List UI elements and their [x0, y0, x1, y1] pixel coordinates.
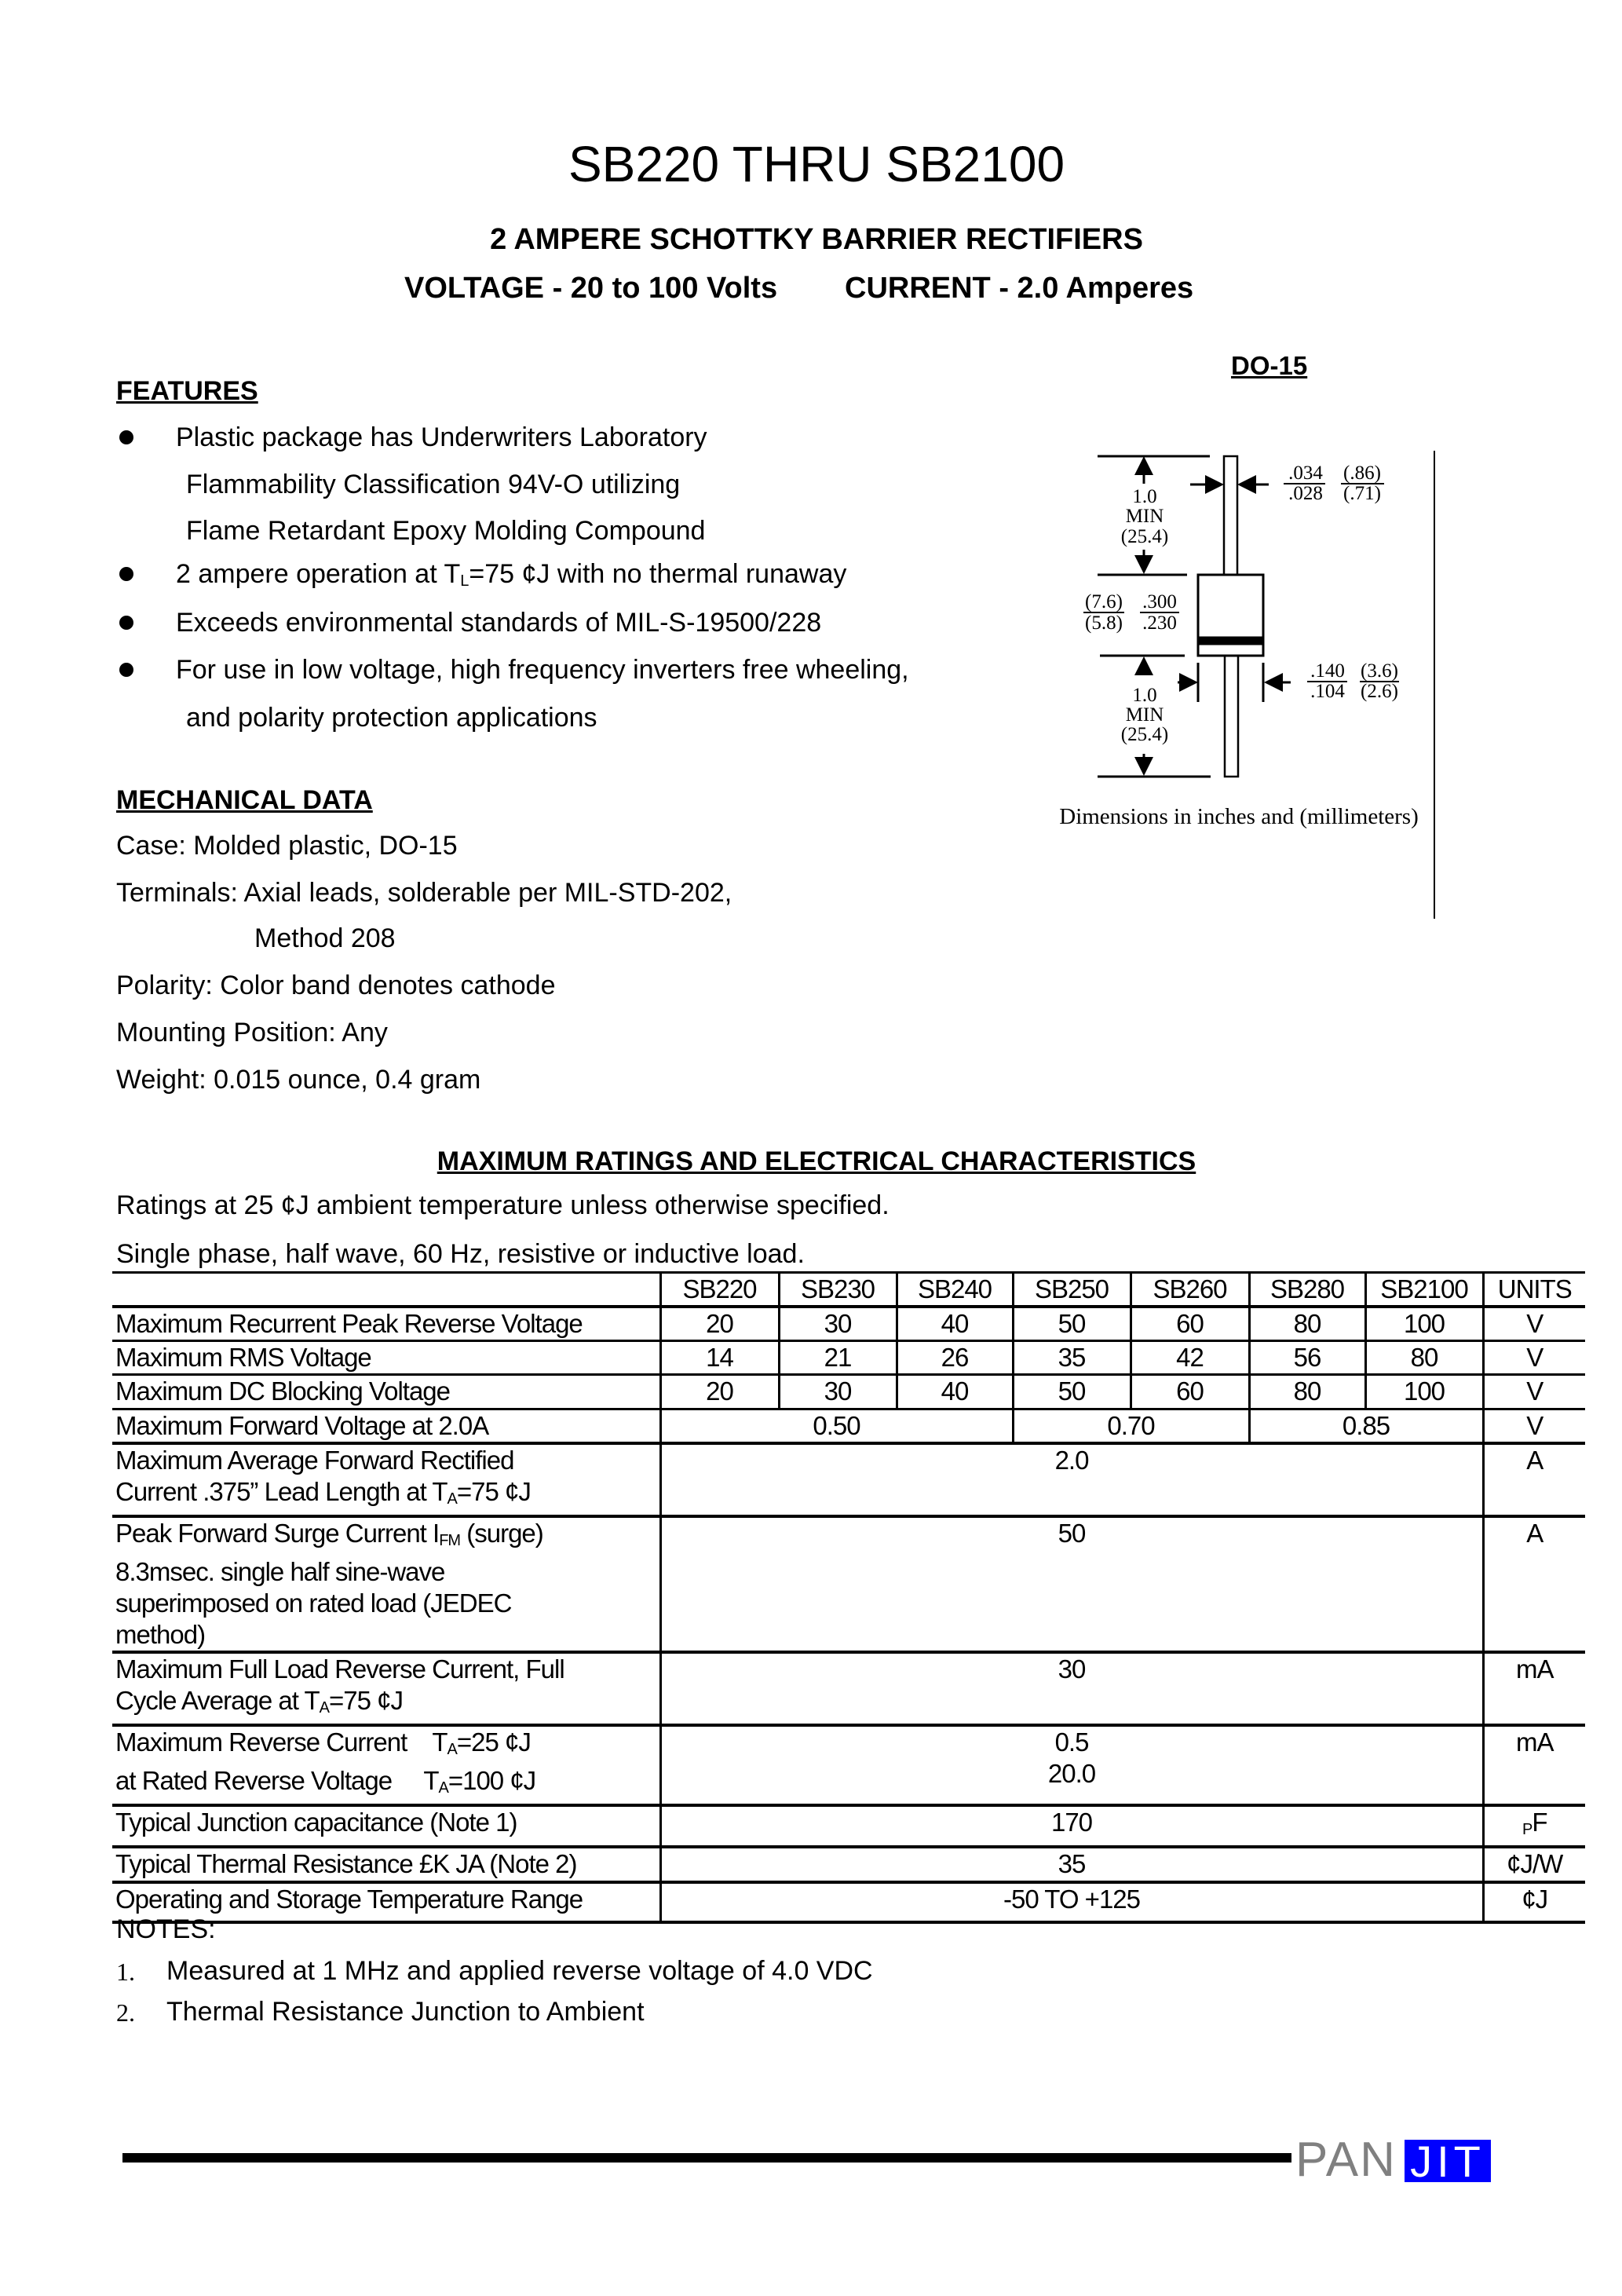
lead-top: [1224, 456, 1237, 575]
diagram-caption: Dimensions in inches and (millimeters): [1059, 804, 1419, 829]
table-row: [112, 1652, 1585, 1725]
dim-text: (2.6): [1361, 681, 1398, 702]
table-row: [112, 1725, 1585, 1805]
cell: 40: [897, 1307, 1013, 1341]
cell: 60: [1131, 1307, 1249, 1341]
package-label: DO-15: [1231, 351, 1308, 380]
col-header: SB250: [1013, 1273, 1131, 1307]
dim-text: (7.6): [1085, 591, 1123, 612]
note-number: 1.: [116, 1958, 135, 1986]
col-header: SB280: [1249, 1273, 1365, 1307]
cell: 0.50: [660, 1409, 1013, 1444]
cell: 50: [1013, 1307, 1131, 1341]
ratings-table: [112, 1271, 1585, 1924]
cell-unit: A: [1483, 1443, 1585, 1516]
table-row: [112, 1882, 1585, 1922]
cell: 42: [1131, 1341, 1249, 1375]
cell-unit: V: [1483, 1375, 1585, 1409]
cell: 80: [1365, 1341, 1483, 1375]
cell-unit: $_P$F: [1483, 1805, 1585, 1847]
cell: 40: [897, 1375, 1013, 1409]
page-title: SB220 THRU SB2100: [568, 136, 1065, 192]
cell: -50 TO +125: [660, 1882, 1483, 1922]
subtitle: 2 AMPERE SCHOTTKY BARRIER RECTIFIERS: [490, 223, 1143, 256]
cell-unit: V: [1483, 1307, 1585, 1341]
feature-item: Exceeds environmental standards of MIL-S-19500/228: [176, 608, 822, 638]
cell: 0.5 20.0: [660, 1725, 1483, 1805]
mechanical-item: Mounting Position: Any: [116, 1018, 388, 1047]
cell-unit: mA: [1483, 1652, 1585, 1725]
bullet-icon: [119, 616, 133, 630]
cell: 100: [1365, 1307, 1483, 1341]
dim-text: (25.4): [1120, 724, 1169, 745]
dim-text: .034: [1288, 462, 1323, 484]
note-number: 2.: [116, 1998, 135, 2027]
table-row: [112, 1341, 1585, 1375]
table-row: [112, 1516, 1585, 1652]
dim-text: 1.0: [1132, 685, 1157, 706]
dim-text: .300: [1142, 591, 1177, 612]
cell: 21: [779, 1341, 897, 1375]
do15-package-diagram: [1044, 440, 1484, 974]
cell: 30: [660, 1652, 1483, 1725]
cell: 2.0: [660, 1443, 1483, 1516]
row-label: Maximum Full Load Reverse Current, Full Cycle Average at $T_A=75$ ¢J: [115, 1654, 564, 1717]
feature-item: 2 ampere operation at $T_L=75$ ¢J with no thermal runaway: [176, 559, 847, 590]
feature-item: Plastic package has Underwriters Laboratory: [176, 422, 707, 452]
dim-text: (.86): [1343, 462, 1381, 484]
mechanical-item: Terminals: Axial leads, solderable per MIL-STD-202,: [116, 878, 732, 908]
col-header: SB230: [779, 1273, 897, 1307]
cell: 0.70: [1013, 1409, 1249, 1444]
current-rating: CURRENT - 2.0 Amperes: [845, 272, 1194, 305]
feature-item: Flame Retardant Epoxy Molding Compound: [186, 516, 706, 546]
mechanical-item: Polarity: Color band denotes cathode: [116, 971, 556, 1000]
col-header: SB240: [897, 1273, 1013, 1307]
notes-heading: NOTES:: [116, 1914, 216, 1944]
ratings-heading: MAXIMUM RATINGS AND ELECTRICAL CHARACTERISTICS: [437, 1146, 1196, 1176]
dim-text: .028: [1288, 483, 1323, 504]
feature-item: and polarity protection applications: [186, 703, 597, 733]
row-label: Peak Forward Surge Current $I_{FM}$ (surge) 8.3msec. single half sine-wave superimposed on rated load (JEDEC method): [115, 1519, 543, 1649]
feature-item: For use in low voltage, high frequency inverters free wheeling,: [176, 655, 909, 685]
row-label: Maximum Forward Voltage at 2.0A: [115, 1411, 489, 1440]
col-header: SB2100: [1365, 1273, 1483, 1307]
cell: 50: [1013, 1375, 1131, 1409]
cell: 80: [1249, 1375, 1365, 1409]
row-label: Maximum DC Blocking Voltage: [115, 1377, 451, 1406]
cell: 26: [897, 1341, 1013, 1375]
cell: 35: [1013, 1341, 1131, 1375]
cell: 14: [660, 1341, 779, 1375]
table-row: [112, 1375, 1585, 1409]
features-heading: FEATURES: [116, 376, 258, 406]
cell: 20: [660, 1307, 779, 1341]
panjit-logo: PAN: [1295, 2133, 1397, 2187]
row-label: Maximum Recurrent Peak Reverse Voltage: [115, 1309, 583, 1338]
cathode-band: [1198, 638, 1263, 644]
table-row: [112, 1409, 1585, 1444]
feature-item: Flammability Classification 94V-O utilizing: [186, 470, 681, 499]
dim-text: MIN: [1125, 704, 1164, 726]
cell: 56: [1249, 1341, 1365, 1375]
row-label: Maximum Average Forward Rectified Current .375” Lead Length at $T_A=75$ ¢J: [115, 1446, 531, 1508]
cell-unit: V: [1483, 1341, 1585, 1375]
cell: 170: [660, 1805, 1483, 1847]
cell: 80: [1249, 1307, 1365, 1341]
row-label: Operating and Storage Temperature Range: [115, 1885, 583, 1914]
cell-unit: ¢J: [1483, 1882, 1585, 1922]
cell-unit: mA: [1483, 1725, 1585, 1805]
table-row: [112, 1443, 1585, 1516]
cell: 60: [1131, 1375, 1249, 1409]
row-label: Typical Thermal Resistance £K JA (Note 2): [115, 1849, 577, 1878]
cell: 0.85: [1249, 1409, 1483, 1444]
footer-rule: [122, 2153, 1291, 2163]
dim-text: (3.6): [1361, 660, 1398, 682]
mechanical-item: Case: Molded plastic, DO-15: [116, 831, 458, 861]
col-header: SB220: [660, 1273, 779, 1307]
dim-text: .104: [1310, 681, 1345, 702]
panjit-logo-box: JIT: [1405, 2140, 1491, 2182]
bullet-icon: [119, 430, 133, 444]
note-text: Measured at 1 MHz and applied reverse voltage of 4.0 VDC: [166, 1956, 873, 1986]
cell-unit: ¢J/W: [1483, 1847, 1585, 1882]
cell: 100: [1365, 1375, 1483, 1409]
dim-text: .230: [1142, 612, 1177, 634]
dim-text: 1.0: [1132, 486, 1157, 507]
ratings-note: Ratings at 25 ¢J ambient temperature unless otherwise specified.: [116, 1190, 890, 1220]
row-label: Typical Junction capacitance (Note 1): [115, 1808, 517, 1837]
cell: 35: [660, 1847, 1483, 1882]
mechanical-item: Method 208: [254, 923, 396, 953]
ratings-note: Single phase, half wave, 60 Hz, resistive or inductive load.: [116, 1239, 805, 1269]
lead-bottom: [1225, 656, 1238, 777]
dim-text: (25.4): [1120, 526, 1169, 547]
table-row: [112, 1847, 1585, 1882]
col-header: UNITS: [1483, 1273, 1585, 1307]
bullet-icon: [119, 567, 133, 581]
cell: 20: [660, 1375, 779, 1409]
dim-text: (5.8): [1085, 612, 1123, 634]
col-header: SB260: [1131, 1273, 1249, 1307]
cell-unit: A: [1483, 1516, 1585, 1652]
voltage-range: VOLTAGE - 20 to 100 Volts: [404, 272, 778, 305]
cell: 30: [779, 1307, 897, 1341]
cell-unit: V: [1483, 1409, 1585, 1444]
cell: 50: [660, 1516, 1483, 1652]
table-row: [112, 1805, 1585, 1847]
table-header-row: [112, 1273, 1585, 1307]
dim-text: .140: [1310, 660, 1345, 682]
mechanical-item: Weight: 0.015 ounce, 0.4 gram: [116, 1065, 481, 1095]
row-label: Maximum RMS Voltage: [115, 1343, 371, 1372]
table-row: [112, 1307, 1585, 1341]
mechanical-heading: MECHANICAL DATA: [116, 785, 373, 815]
dim-text: (.71): [1343, 483, 1381, 504]
note-text: Thermal Resistance Junction to Ambient: [166, 1997, 645, 2027]
row-label: Maximum Reverse Current $T_A=25$ ¢J at Rated Reverse Voltage $T_A=100$ ¢J: [115, 1727, 536, 1797]
bullet-icon: [119, 663, 133, 677]
cell: 30: [779, 1375, 897, 1409]
dim-text: MIN: [1125, 506, 1164, 527]
